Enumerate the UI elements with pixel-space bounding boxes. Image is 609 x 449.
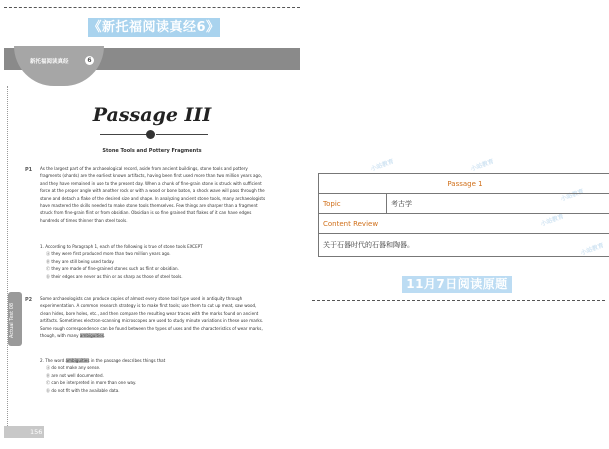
passage-heading-cell: Passage 1	[319, 174, 609, 194]
top-dashed-divider	[4, 7, 300, 8]
question-2-option-b[interactable]: Ⓑ are not well documented.	[46, 372, 104, 378]
watermark-logo: 小站教育	[579, 242, 605, 257]
question-2-option-a[interactable]: Ⓐ do not make any sense.	[46, 365, 101, 371]
question-1-stem: 1. According to Paragraph 1, each of the following is true of stone tools EXCEPT	[40, 244, 203, 249]
table-row	[319, 174, 609, 194]
question-2-highlighted-word: ambiguities	[65, 358, 90, 363]
table-row	[319, 234, 609, 257]
page-header-tab	[14, 46, 104, 86]
margin-dotted-line	[7, 86, 8, 426]
question-1-option-b[interactable]: Ⓑ they are still being used today.	[46, 258, 115, 264]
book-page-scan	[4, 46, 300, 438]
watermark-logo: 小站教育	[539, 213, 565, 228]
date-banner: 11月7日阅读原题	[402, 276, 512, 293]
question-1-option-d[interactable]: Ⓓ their edges are never as thin or as sharp as those of steel tools.	[46, 273, 183, 279]
side-tab-label: Actual Test 08	[9, 302, 15, 338]
title-rule-right	[156, 134, 208, 135]
question-2-stem-before: 2. The word	[40, 358, 66, 363]
topic-value-cell: 考古学	[387, 194, 609, 214]
watermark-logo: 小站教育	[369, 158, 395, 173]
question-2-stem-after: in the passage describes things that	[89, 358, 166, 363]
question-1-option-a[interactable]: Ⓐ they were first produced more than two million years ago.	[46, 251, 171, 257]
watermark-logo: 小站教育	[559, 188, 585, 203]
watermark-logo: 小站教育	[469, 158, 495, 173]
paragraph-2-end: .	[103, 333, 106, 339]
paragraph-1: As the largest part of the archaeological record, aside from ancient buildings, stone tools and pottery fragments (shards) are the earliest known artifacts, having been first used more than two million years ago, and they have remained in use to the present day. When a chunk of fine-grain stone is struck with sufficient force at the proper angle with another rock or with a wood or bone baton, a shock wave will pass through the stone and detach a flake of the desired size and shape. In analyzing ancient stone tools, many archaeologists have mastered the skills needed to make stone tools themselves. Few things are sharper than a fragment struck from fine-grain flint or from obsidian. Obsidian is so fine grained that flakes of it can have edges hundreds of times thinner than steel tools.	[40, 166, 266, 223]
paragraph-2	[40, 295, 266, 339]
table-row	[319, 214, 609, 234]
topic-label-cell: Topic	[319, 194, 387, 214]
title-ornament-icon	[146, 130, 155, 139]
question-1	[40, 243, 266, 280]
table-row	[319, 194, 609, 214]
question-1-option-c[interactable]: Ⓒ they are made of fine-grained stones such as flint or obsidian.	[46, 266, 179, 272]
content-review-text-cell: 关于石器时代的石器和陶器。	[319, 234, 609, 257]
content-review-label-cell: Content Review	[319, 214, 609, 234]
question-2	[40, 357, 266, 394]
page-number: 156	[4, 426, 44, 438]
question-2-option-c[interactable]: Ⓒ can be interpreted in more than one way.	[46, 380, 137, 386]
side-tab	[8, 292, 22, 346]
book-title-banner: 《新托福阅读真经6》	[88, 20, 220, 35]
middle-dashed-divider	[312, 300, 605, 301]
paragraph-tag-p2: P2	[25, 297, 33, 303]
question-2-option-d[interactable]: Ⓓ do not fit with the available data.	[46, 387, 120, 393]
page-header-label: 新托福阅读真经	[30, 59, 69, 65]
page-header-number: 6	[85, 56, 94, 65]
paragraph-tag-p1: P1	[25, 167, 33, 173]
paragraph-2-text: Some archaeologists can produce copies of almost every stone tool type used in antiquity through experimentation. A common research strategy is to make first tools; use them to cut up meat, saw wood, clean hides, bore holes, etc., and then compare the resulting wear traces with the marks found on ancient artifacts. Sometimes electron-scanning microscopes are used to study minute variations in these use marks. Some rough correspondence can be found between the types of uses and the characteristics of wear marks, though, with many	[40, 296, 264, 339]
highlighted-word: ambiguities	[79, 333, 104, 339]
summary-table	[318, 173, 609, 257]
title-rule-left	[100, 134, 152, 135]
passage-subtitle: Stone Tools and Pottery Fragments	[102, 148, 202, 154]
passage-title: Passage III	[92, 104, 212, 126]
